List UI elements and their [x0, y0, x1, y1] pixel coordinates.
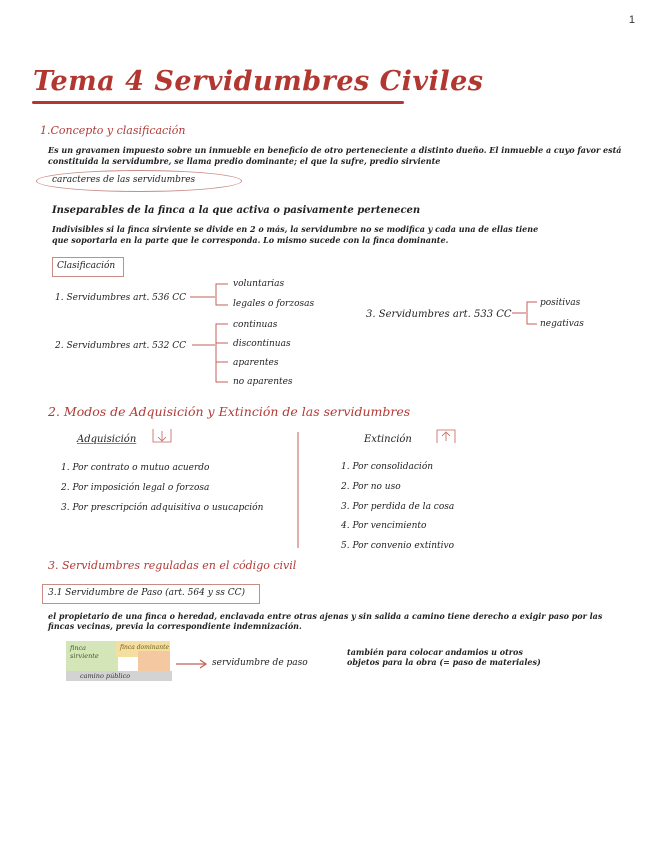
item2-option-3: aparentes — [233, 358, 279, 368]
paso-strip — [138, 651, 170, 673]
extinction-item-1: 1. Por consolidación — [341, 462, 434, 472]
definition-line-1: Es un gravamen impuesto sobre un inmueble en beneficio de otro perteneciente a distinto dueño. El inmueble a cuyo favor está — [48, 145, 622, 155]
characters-label: caracteres de las servidumbres — [52, 175, 196, 185]
note-line-2: objetos para la obra (= paso de materiales) — [347, 657, 541, 667]
item2-option-2: discontinuas — [233, 339, 291, 349]
page-number: 1 — [628, 14, 635, 26]
camino-publico-label: camino público — [80, 672, 131, 680]
classification-item-1: 1. Servidumbres art. 536 CC — [55, 293, 186, 303]
finca-sirviente-label: finca sirviente — [70, 644, 99, 660]
item1-option-1: voluntarias — [233, 279, 285, 289]
subsection-label: 3.1 Servidumbre de Paso (art. 564 y ss CC) — [48, 588, 246, 598]
section3-heading: 3. Servidumbres reguladas en el código civil — [48, 559, 297, 572]
classification-label: Clasificación — [57, 261, 116, 271]
classification-item-3: 3. Servidumbres art. 533 CC — [366, 309, 512, 320]
acquisition-label: Adquisición — [77, 434, 137, 445]
acquisition-item-2: 2. Por imposición legal o forzosa — [61, 483, 210, 493]
item3-option-2: negativas — [540, 319, 584, 329]
arrow-label: servidumbre de paso — [212, 658, 308, 668]
acquisition-item-3: 3. Por prescripción adquisitiva o usucapción — [61, 503, 264, 513]
item3-option-1: positivas — [540, 298, 581, 308]
item1-option-2: legales o forzosas — [233, 299, 315, 309]
acquisition-item-1: 1. Por contrato o mutuo acuerdo — [61, 463, 210, 473]
extinction-item-5: 5. Por convenio extintivo — [341, 541, 455, 551]
note-line-1: también para colocar andamios u otros — [347, 647, 523, 657]
servidumbre-paso-diagram — [66, 641, 172, 681]
section2-heading: 2. Modos de Adquisición y Extinción de las servidumbres — [48, 404, 411, 419]
section1-heading: 1.Concepto y clasificación — [40, 124, 186, 137]
extinction-item-4: 4. Por vencimiento — [341, 521, 427, 531]
page-title: Tema 4 Servidumbres Civiles — [33, 66, 484, 97]
classification-item-2: 2. Servidumbres art. 532 CC — [55, 341, 186, 351]
inseparable-text: Inseparables de la finca a la que activa o pasivamente pertenecen — [52, 205, 421, 216]
extinction-item-2: 2. Por no uso — [341, 482, 401, 492]
indivisible-line-1: Indivisibles si la finca sirviente se divide en 2 o más, la servidumbre no se modifica y cada una de ellas tiene — [52, 224, 539, 234]
indivisible-line-2: que soportarla en la parte que le corresponda. Lo mismo sucede con la finca dominante. — [52, 235, 449, 245]
paso-paragraph-line-1: el propietario de una finca o heredad, enclavada entre otras ajenas y sin salida a camino tiene derecho a exigir paso por las — [48, 611, 603, 621]
item2-option-4: no aparentes — [233, 377, 293, 387]
item2-option-1: continuas — [233, 320, 278, 330]
finca-dominante-label: finca dominante — [120, 644, 170, 651]
extinction-item-3: 3. Por perdida de la cosa — [341, 502, 455, 512]
definition-line-2: constituida la servidumbre, se llama predio dominante; el que la sufre, predio sirviente — [48, 156, 441, 166]
extinction-label: Extinción — [364, 434, 412, 445]
paso-paragraph-line-2: fincas vecinas, previa la correspondiente indemnización. — [48, 621, 302, 631]
